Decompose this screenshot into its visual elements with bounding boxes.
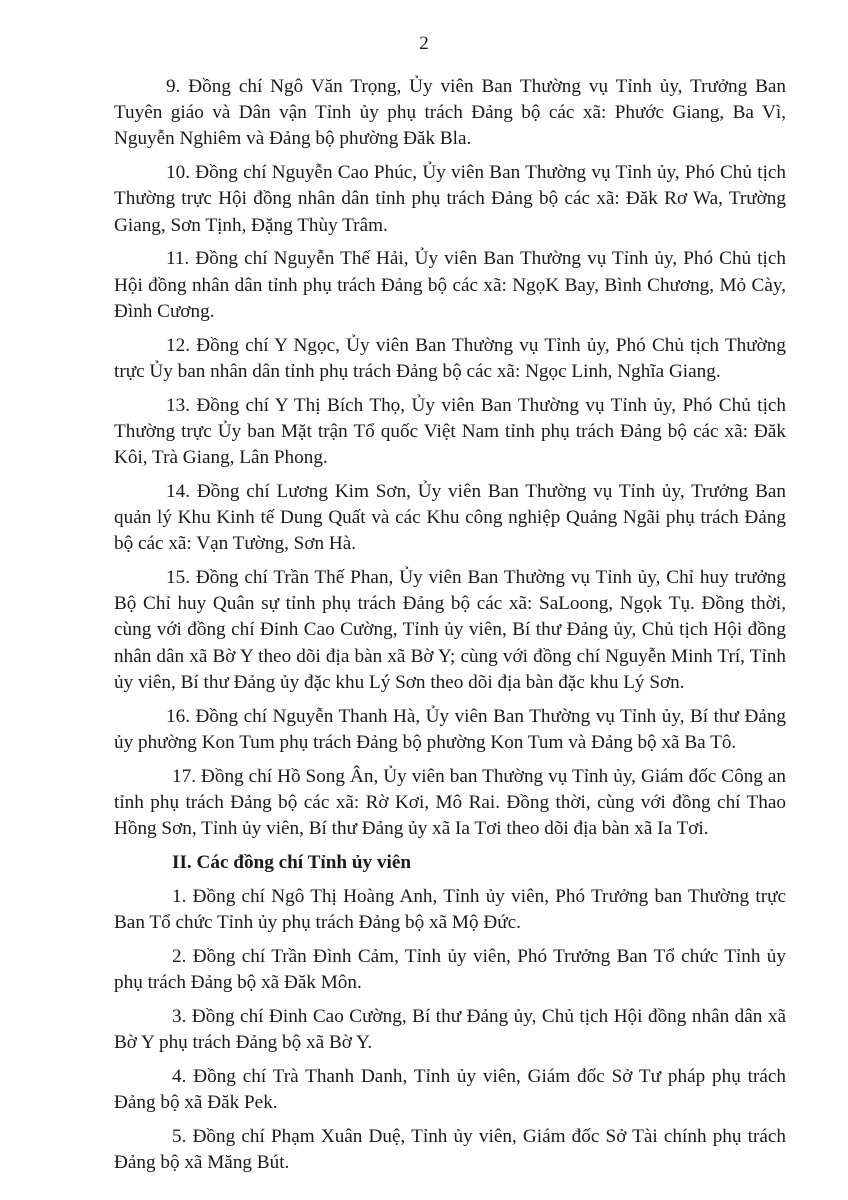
- list-item: [114, 160, 786, 239]
- item-text: Đồng chí Nguyễn Thế Hải, Ủy viên Ban Thường vụ Tỉnh ủy, Phó Chủ tịch Hội đồng nhân dân tỉnh phụ trách Đảng bộ các xã: NgọK Bay, Bình Chương, Mỏ Cày, Đình Cương.: [114, 248, 786, 322]
- item-number: 14.: [166, 480, 190, 502]
- item-number: 5.: [172, 1125, 187, 1147]
- item-text: Đồng chí Đinh Cao Cường, Bí thư Đảng ủy, Chủ tịch Hội đồng nhân dân xã Bờ Y phụ trách Đảng bộ xã Bờ Y.: [114, 1005, 787, 1053]
- list-item: [114, 333, 786, 385]
- item-text: Đồng chí Ngô Văn Trọng, Ủy viên Ban Thường vụ Tỉnh ủy, Trưởng Ban Tuyên giáo và Dân vận Tỉnh ủy phụ trách Đảng bộ các xã: Phước Giang, Ba Vì, Nguyễn Nghiêm và Đảng bộ phường Đăk Bla.: [114, 76, 786, 150]
- item-text: Đồng chí Trần Thế Phan, Ủy viên Ban Thường vụ Tỉnh ủy, Chỉ huy trưởng Bộ Chỉ huy Quân sự tỉnh phụ trách Đảng bộ các xã: SaLoong, Ngọk Tụ. Đồng thời, cùng với đồng chí Đinh Cao Cường, Tỉnh ủy viên, Bí thư Đảng ủy, Chủ tịch Hội đồng nhân dân xã Bờ Y theo dõi địa bàn xã Bờ Y; cùng với đồng chí Nguyễn Minh Trí, Tỉnh ủy viên, Bí thư Đảng ủy đặc khu Lý Sơn theo dõi địa bàn đặc khu Lý Sơn.: [114, 567, 786, 693]
- section-2-list: [114, 884, 786, 1176]
- list-item: [114, 246, 786, 325]
- item-number: 10.: [166, 162, 190, 184]
- item-number: 4.: [172, 1065, 187, 1087]
- item-number: 11.: [166, 248, 190, 270]
- list-item: [114, 1064, 786, 1116]
- list-item: [114, 764, 786, 843]
- item-text: Đồng chí Trà Thanh Danh, Tỉnh ủy viên, Giám đốc Sở Tư pháp phụ trách Đảng bộ xã Đăk Pek.: [114, 1065, 786, 1113]
- item-number: 16.: [166, 705, 190, 727]
- item-text: Đồng chí Nguyễn Thanh Hà, Ủy viên Ban Thường vụ Tỉnh ủy, Bí thư Đảng ủy phường Kon Tum phụ trách Đảng bộ phường Kon Tum và Đảng bộ xã Ba Tô.: [114, 705, 787, 753]
- list-item: [114, 565, 786, 696]
- list-item: [114, 1124, 786, 1176]
- list-item: [114, 1004, 786, 1056]
- item-text: Đồng chí Nguyễn Cao Phúc, Ủy viên Ban Thường vụ Tỉnh ủy, Phó Chủ tịch Thường trực Hội đồng nhân dân tỉnh phụ trách Đảng bộ các xã: Đăk Rơ Wa, Trường Giang, Sơn Tịnh, Đặng Thùy Trâm.: [114, 162, 787, 236]
- list-item: [114, 74, 786, 153]
- list-item: [114, 479, 786, 558]
- item-text: Đồng chí Hồ Song Ân, Ủy viên ban Thường vụ Tỉnh ủy, Giám đốc Công an tỉnh phụ trách Đảng bộ các xã: Rờ Kơi, Mô Rai. Đồng thời, cùng với đồng chí Thao Hồng Sơn, Tỉnh ủy viên, Bí thư Đảng ủy xã Ia Tơi theo dõi địa bàn xã Ia Tơi.: [114, 765, 787, 840]
- list-item: [114, 884, 786, 936]
- item-number: 3.: [172, 1005, 187, 1027]
- item-number: 15.: [166, 567, 190, 589]
- item-number: 17.: [172, 765, 196, 787]
- item-text: Đồng chí Y Ngọc, Ủy viên Ban Thường vụ Tỉnh ủy, Phó Chủ tịch Thường trực Ủy ban nhân dân tỉnh phụ trách Đảng bộ các xã: Ngọc Linh, Nghĩa Giang.: [114, 334, 786, 382]
- item-text: Đồng chí Y Thị Bích Thọ, Ủy viên Ban Thường vụ Tỉnh ủy, Phó Chủ tịch Thường trực Ủy ban Mặt trận Tổ quốc Việt Nam tỉnh phụ trách Đảng bộ các xã: Đăk Kôi, Trà Giang, Lân Phong.: [114, 394, 787, 469]
- item-number: 1.: [172, 885, 187, 907]
- item-number: 2.: [172, 945, 187, 967]
- item-number: 9.: [166, 76, 181, 97]
- item-text: Đồng chí Lương Kim Sơn, Ủy viên Ban Thường vụ Tỉnh ủy, Trưởng Ban quản lý Khu Kinh tế Dung Quất và các Khu công nghiệp Quảng Ngãi phụ trách Đảng bộ các xã: Vạn Tường, Sơn Hà.: [114, 480, 786, 555]
- list-item: [114, 944, 786, 996]
- page-number: 2: [419, 33, 429, 54]
- item-text: Đồng chí Phạm Xuân Duệ, Tỉnh ủy viên, Giám đốc Sở Tài chính phụ trách Đảng bộ xã Măng Bút.: [114, 1125, 786, 1173]
- list-item: [114, 393, 786, 472]
- item-text: Đồng chí Trần Đình Cảm, Tỉnh ủy viên, Phó Trưởng Ban Tổ chức Tỉnh ủy phụ trách Đảng bộ xã Đăk Môn.: [114, 945, 786, 993]
- item-number: 13.: [166, 394, 190, 416]
- item-text: Đồng chí Ngô Thị Hoàng Anh, Tỉnh ủy viên, Phó Trưởng ban Thường trực Ban Tổ chức Tỉnh ủy phụ trách Đảng bộ xã Mộ Đức.: [114, 885, 786, 933]
- section-heading: II. Các đồng chí Tỉnh ủy viên: [172, 851, 412, 873]
- section-1-list: [114, 74, 786, 842]
- list-item: [114, 704, 786, 756]
- item-number: 12.: [166, 334, 190, 356]
